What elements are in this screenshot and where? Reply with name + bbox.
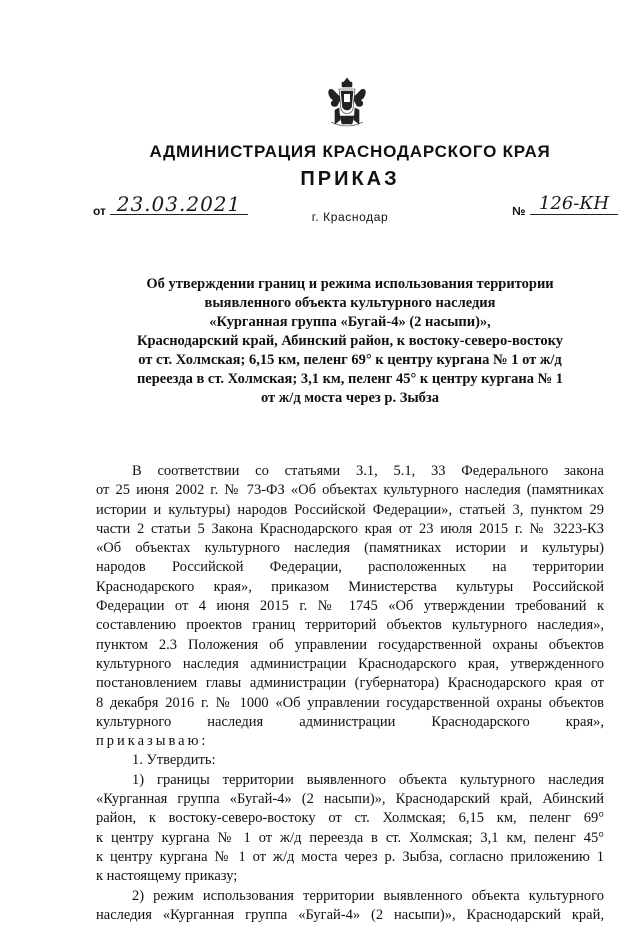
- body-line: истории и культуры) народов Российской Федерации», статьей 3, пунктом 29: [96, 501, 604, 518]
- order-verb: приказываю:: [96, 733, 209, 750]
- body-line: район, к востоку-северо-востоку от ст. Холмская; 6,15 км, пеленг 69°: [96, 810, 604, 827]
- coat-of-arms-icon: [325, 76, 369, 128]
- document-type: ПРИКАЗ: [300, 168, 400, 190]
- body-line: от 25 июня 2002 г. № 73-ФЗ «Об объектах культурного наследия (памятниках: [96, 482, 604, 499]
- body-line: культурного наследия администрации Краснодарского края»,: [96, 713, 604, 730]
- body-line: 8 декабря 2016 г. № 1000 «Об управлении государственной охраны объектов: [96, 694, 604, 711]
- body-line: народов Российской Федерации, расположенных на территории: [96, 559, 604, 576]
- number-label: №: [512, 204, 526, 218]
- handwritten-date: 23.03.2021: [110, 194, 248, 215]
- body-line: постановлением главы администрации (губернатора) Краснодарского края от: [96, 675, 604, 692]
- handwritten-number: 126-КН: [530, 194, 618, 215]
- body-line: «Курганная группа «Бугай-4» (2 насыпи)», Краснодарский край, Абинский: [96, 791, 604, 808]
- body-line: части 2 статьи 5 Закона Краснодарского края от 23 июля 2015 г. № 3223-КЗ: [96, 520, 604, 537]
- date-label: от: [93, 204, 106, 218]
- organization-name: АДМИНИСТРАЦИЯ КРАСНОДАРСКОГО КРАЯ: [149, 142, 551, 161]
- title-line: Об утверждении границ и режима использования территории: [146, 276, 554, 292]
- body-line: к настоящему приказу;: [96, 868, 238, 885]
- title-line: от ст. Холмская; 6,15 км, пеленг 69° к центру кургана № 1 от ж/д: [138, 352, 562, 368]
- body-line: составлению проектов границ территорий объектов культурного наследия»,: [96, 617, 604, 634]
- order-body: [96, 462, 604, 925]
- order-title: [100, 275, 600, 408]
- body-line: 2) режим использования территории выявленного объекта культурного: [132, 887, 604, 904]
- body-line: «Об объектах культурного наследия (памятниках истории и культуры): [96, 540, 604, 557]
- body-line: пунктом 2.3 Положения об управлении государственной охраны объектов: [96, 636, 604, 653]
- body-line: наследия «Курганная группа «Бугай-4» (2 насыпи)», Краснодарский край,: [96, 906, 604, 923]
- body-line: к центру кургана № 1 от ж/д переезда в ст. Холмская; 3,1 км, пеленг 45°: [96, 829, 604, 846]
- title-line: Краснодарский край, Абинский район, к востоку-северо-востоку: [136, 333, 564, 349]
- body-line: Федерации от 4 июня 2015 г. № 1745 «Об утверждении требований к: [96, 598, 604, 615]
- title-line: выявленного объекта культурного наследия: [204, 295, 496, 311]
- title-line: переезда в ст. Холмская; 3,1 км, пеленг 45° к центру кургана № 1: [136, 371, 564, 387]
- title-line: «Курганная группа «Бугай-4» (2 насыпи)»,: [209, 314, 491, 330]
- body-line: культурного наследия администрации Краснодарского края, утвержденного: [96, 655, 604, 672]
- body-line: Краснодарского края», приказом Министерства культуры Российской: [96, 578, 604, 595]
- body-line: 1) границы территории выявленного объекта культурного наследия: [132, 771, 604, 788]
- title-line: от ж/д моста через р. Зыбза: [260, 390, 440, 406]
- body-line: к центру кургана № 1 от ж/д моста через р. Зыбза, согласно приложению 1: [96, 848, 604, 865]
- clause-heading: 1. Утвердить:: [132, 752, 216, 769]
- body-line: В соответствии со статьями 3.1, 5.1, 33 Федерального закона: [132, 463, 604, 479]
- city: г. Краснодар: [311, 210, 389, 224]
